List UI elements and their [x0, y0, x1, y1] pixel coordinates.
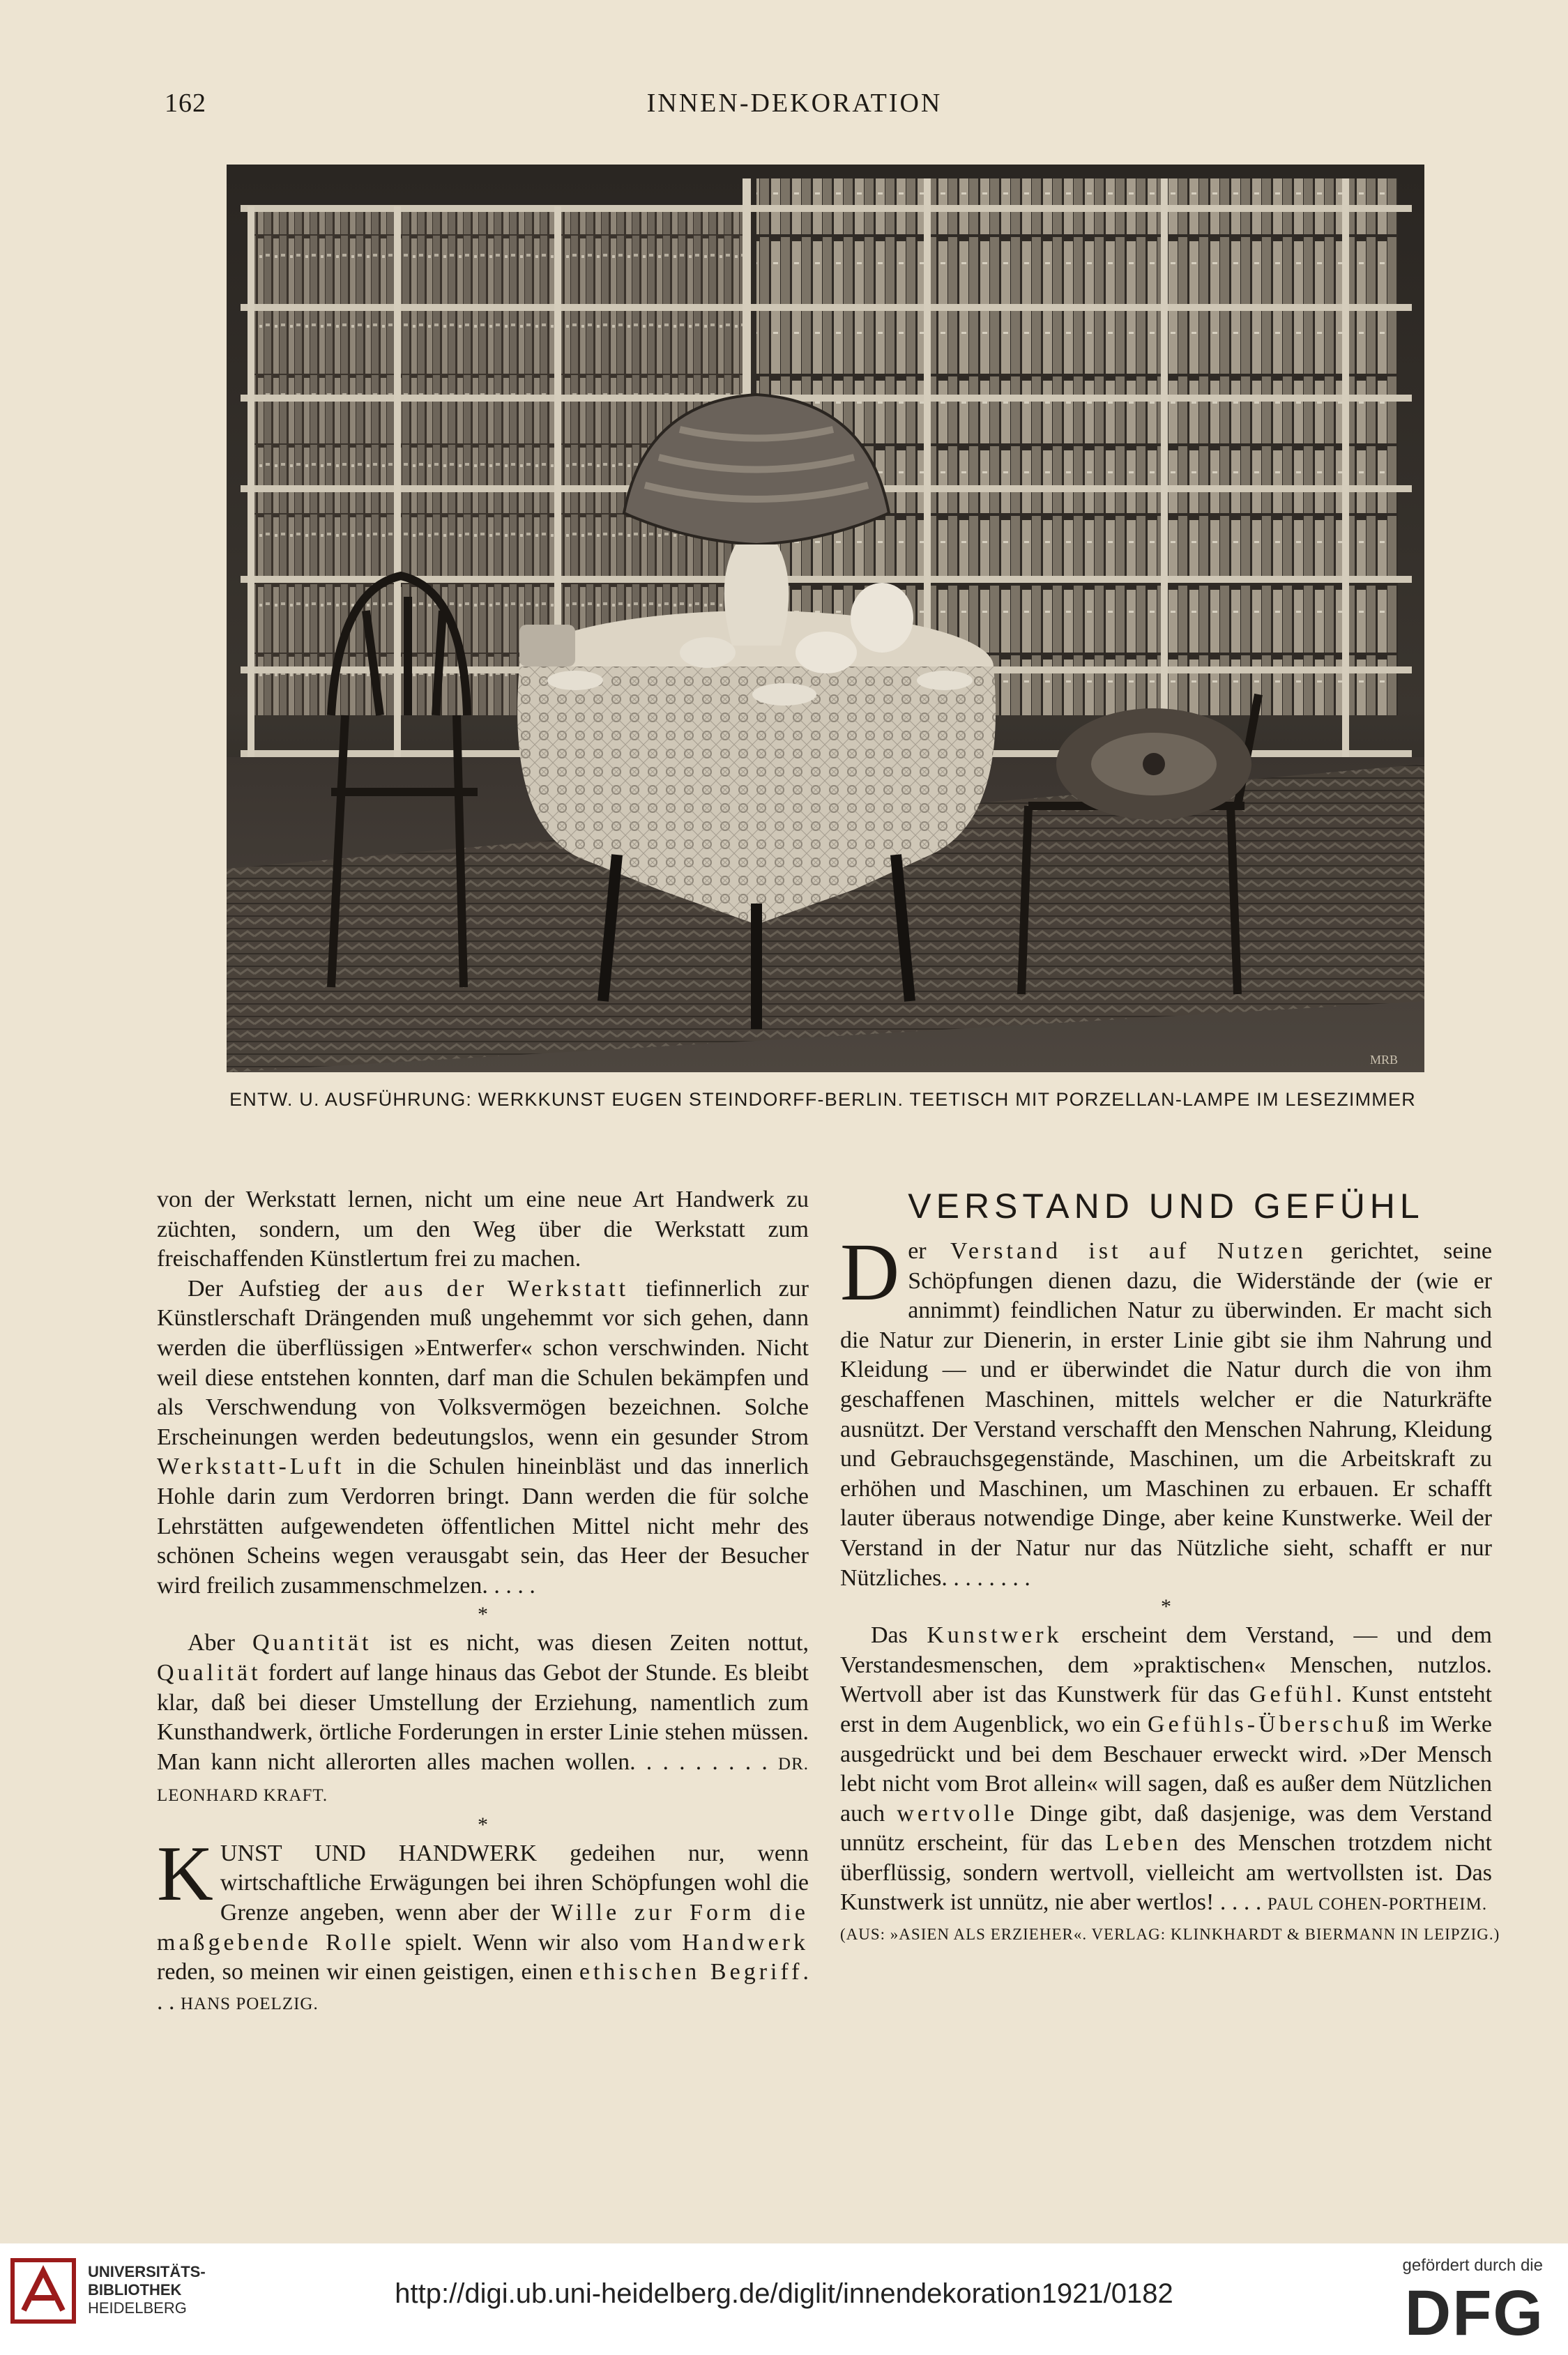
spaced-emphasis: Qualität: [157, 1659, 261, 1686]
text-run: im Werke ausgedrückt und bei dem Beschauer erweckt wird. »Der Mensch lebt nicht vom Brot allein« will sagen, daß es außer dem Nützlichen auch: [840, 1711, 1493, 1827]
library-name-line: UNIVERSITÄTS-: [88, 2263, 206, 2280]
spaced-emphasis: Quantität: [252, 1630, 372, 1656]
text-run: fordert auf lange hinaus das Gebot der Stunde. Es bleibt klar, daß bei dieser Umstellung der Erziehung, namentlich zum Kunsthandwerk, örtliche Forderungen in erster Linie stehen müssen. Man kann nicht allerorten alles machen wollen. . . . . . . . .: [157, 1659, 809, 1775]
text-run: erscheint dem Verstand, — und dem Verstandesmenschen, dem »praktischen« Menschen, nutzlos. Wertvoll aber ist das Kunstwerk für das: [840, 1622, 1492, 1708]
spaced-emphasis: Wille zur Form die maßgebende Rolle: [157, 1900, 809, 1956]
text-run: ist es nicht, was diesen Zeiten nottut,: [372, 1630, 809, 1656]
text-run: in die Schulen hineinbläst und das innerlich Hohle darin zum Verdorren bringt. Dann werden die für solche Lehrstätten aufgewendeten öffentlichen Mittel nicht mehr des schönen Scheins wegen verausgabt sein, das Heer der Besucher wird freilich zusammenschmelzen. . . . .: [157, 1454, 809, 1599]
right-paragraph-2: [840, 1621, 1492, 1920]
text-run: spielt. Wenn wir also vom: [394, 1929, 683, 1956]
author-signature: HANS POELZIG.: [181, 1994, 319, 2013]
article-title: VERSTAND UND GEFÜHL: [908, 1187, 1424, 1226]
spaced-emphasis: aus der Werkstatt: [384, 1275, 630, 1302]
text-run: Aber: [188, 1630, 252, 1656]
photo-monogram: MRB: [1369, 1053, 1398, 1067]
spaced-emphasis: Handwerk: [682, 1929, 809, 1956]
sponsor-label: gefördert durch die: [1402, 2256, 1543, 2275]
section-divider-star: *: [478, 1603, 488, 1626]
section-divider-star: *: [478, 1813, 488, 1836]
running-header: INNEN-DEKORATION: [646, 89, 943, 118]
dfg-logo: DFG: [1404, 2278, 1544, 2349]
spaced-emphasis: wertvolle: [897, 1800, 1018, 1827]
left-paragraph-4: [157, 1830, 809, 2020]
text-run: Das: [871, 1622, 927, 1649]
drop-cap: K: [157, 1830, 213, 1917]
library-name-line: BIBLIOTHEK: [88, 2281, 182, 2299]
left-paragraph-3: [157, 1629, 809, 1811]
interior-photograph: [227, 165, 1424, 1072]
spaced-emphasis: Leben: [1104, 1830, 1182, 1857]
left-column: [157, 1185, 809, 2019]
right-paragraph-1: [840, 1226, 1492, 1593]
spaced-emphasis: Werkstatt-Luft: [157, 1454, 345, 1480]
spaced-emphasis: ethischen Begriff: [579, 1959, 803, 1986]
left-paragraph-2: [157, 1274, 809, 1601]
text-run: . . .: [157, 1959, 809, 2015]
author-signature: DR. LEONHARD KRAFT.: [157, 1754, 809, 1806]
drop-cap: D: [840, 1226, 900, 1318]
left-paragraph-1: von der Werkstatt lernen, nicht um eine neue Art Handwerk zu züchten, sondern, um den Weg über die Werkstatt zum freischaffenden Künstlertum frei zu machen.: [157, 1187, 809, 1272]
spaced-emphasis: Gefühls-Überschuß: [1148, 1711, 1393, 1737]
photo-caption: ENTW. U. AUSFÜHRUNG: WERKKUNST EUGEN STEINDORFF-BERLIN. TEETISCH MIT PORZELLAN-LAMPE IM LESEZIMMER: [229, 1089, 1416, 1110]
text-run: UNST UND HANDWERK gedeihen nur, wenn wirtschaftliche Erwägungen bei ihren Schöpfungen wohl die Grenze angeben, wenn aber der: [220, 1840, 809, 1926]
section-divider-star: *: [1161, 1595, 1171, 1619]
author-signature: PAUL COHEN-PORTHEIM.: [1267, 1895, 1488, 1914]
text-run: Dinge gibt, daß dasjenige, was dem Verstand unnütz erscheint, für das: [840, 1800, 1492, 1857]
text-run: tiefinnerlich zur Künstlerschaft Drängenden muß ungehemmt vor sich gehen, dann werden die überflüssigen »Entwerfer« schon verschwinden. Nicht weil diese entstehen konnten, darf man die Schulen bekämpfen und als Verschwendung von Volksvermögen bezeichnen. Solche Erscheinungen werden bedeutungslos, wenn ein gesunder Strom: [157, 1275, 809, 1450]
spaced-emphasis: Verstand ist auf Nutzen: [950, 1238, 1307, 1264]
text-run: des Menschen trotzdem nicht überflüssig, sondern wertvoll, vielleicht am wertvollsten ist. Das Kunstwerk ist unnütz, nie aber wertlos! . . . .: [840, 1830, 1492, 1916]
text-run: . Kunst entsteht erst in dem Augenblick, wo ein: [840, 1682, 1492, 1737]
page-number: 162: [165, 89, 206, 118]
source-note: (AUS: »ASIEN ALS ERZIEHER«. VERLAG: KLINKHARDT & BIERMANN IN LEIPZIG.): [840, 1926, 1500, 1944]
permalink-url[interactable]: http://digi.ub.uni-heidelberg.de/diglit/innendekoration1921/0182: [395, 2278, 1173, 2309]
right-column: [840, 1185, 1500, 1950]
photo-library-tea-table-icon: [227, 165, 1424, 1072]
spaced-emphasis: Gefühl: [1249, 1682, 1337, 1708]
text-run: reden, so meinen wir einen geistigen, einen: [157, 1959, 579, 1986]
library-name-line: HEIDELBERG: [88, 2299, 187, 2317]
text-run: gerichtet, seine Schöpfungen dienen dazu, die Widerstände der (wie er annimmt) feindlichen Natur zu überwinden. Er macht sich die Natur zur Dienerin, in erster Linie gibt sie ihm Nahrung und Kleidung — und er überwindet die Natur durch die von ihm geschaffenen Maschinen, mittels welcher er die Naturkräfte ausnützt. Der Verstand verschafft den Menschen Nahrung, Kleidung und Gebrauchsgegenstände, Maschinen, um die Arbeitskraft zu erhöhen und Maschinen, um Maschinen zu erbauen. Er schafft lauter überaus notwendige Dinge, aber keine Kunstwerke. Weil der Verstand in der Natur nur das Nützliche sieht, schafft er nur Nützliches. . . . . . . .: [840, 1238, 1492, 1591]
text-run: Der Aufstieg der: [188, 1275, 385, 1302]
text-run: er: [908, 1238, 951, 1264]
spaced-emphasis: Kunstwerk: [927, 1622, 1063, 1649]
